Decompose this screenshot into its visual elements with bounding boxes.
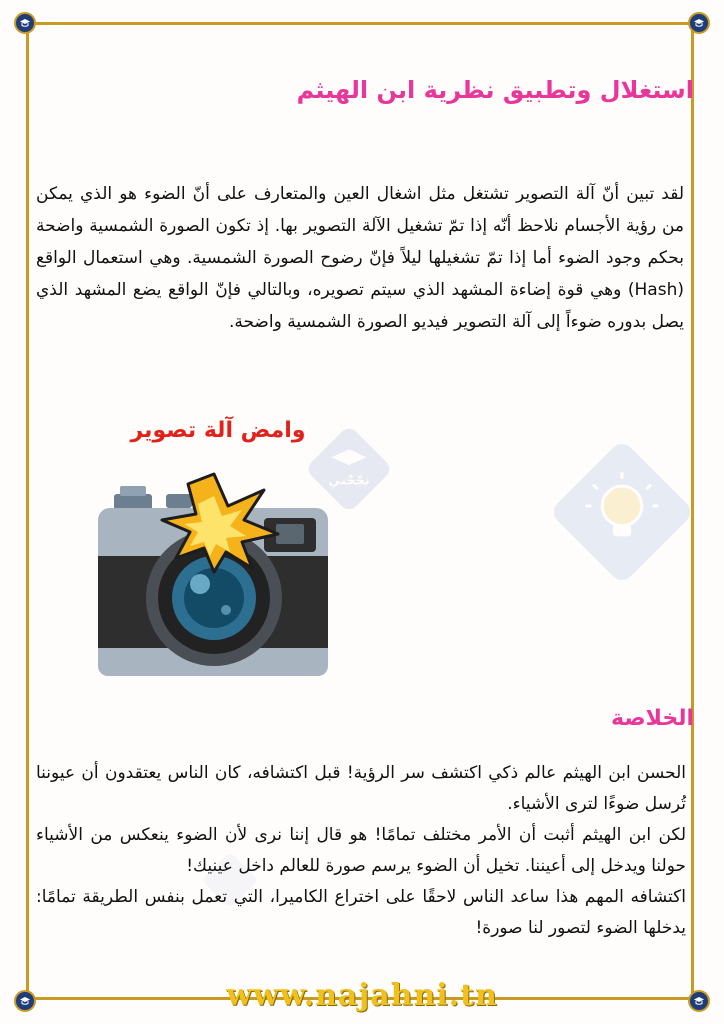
summary-section [36, 758, 686, 944]
camera-flash-icon [96, 460, 332, 680]
summary-title: الخلاصة [611, 706, 694, 731]
footer-website[interactable]: www.najahni.tn [226, 978, 498, 1013]
summary-line-3: اكتشافه المهم هذا ساعد الناس لاحقًا على اختراع الكاميرا، التي تعمل بنفس الطريقة تمامًا: يدخلها الضوء لتصور لنا صورة! [36, 887, 686, 938]
corner-logo-top-left [14, 12, 36, 34]
graduation-cap-icon [19, 17, 31, 29]
intro-paragraph: لقد تبين أنّ آلة التصوير تشتغل مثل اشغال العين والمتعارف على أنّ الضوء هو الذي يمكن من رؤية الأجسام نلاحظ أنّه إذا تمّ تشغيل الآلة التصوير بها. إذ تكون الصورة الشمسية واضحة بحكم وجود الضوء أما إذا تمّ تشغيلها ليلاً فإنّ رضوح الصورة الشمسية. وهي استعمال الواقع (Hash) وهي قوة إضاءة المشهد الذي سيتم تصويره، وبالتالي فإنّ الواقع يضع المشهد الذي يصل بدوره ضوءاً إلى آلة التصوير فيديو الصورة الشمسية واضحة. [36, 184, 684, 332]
page-title: استغلال وتطبيق نظرية ابن الهيثم [296, 76, 694, 104]
summary-line-1: الحسن ابن الهيثم عالم ذكي اكتشف سر الرؤية! قبل اكتشافه، كان الناس يعتقدون أن عيوننا تُرسل ضوءًا لترى الأشياء. [36, 763, 686, 814]
corner-logo-top-right [688, 12, 710, 34]
camera-flash-caption: وامض آلة تصوير [130, 418, 306, 443]
watermark-text: نجّحْني [328, 473, 370, 489]
summary-line-2: لكن ابن الهيثم أثبت أن الأمر مختلف تمامًا! هو قال إننا نرى لأن الضوء ينعكس من الأشياء حولنا ويدخل إلى أعيننا. تخيل أن الضوء يرسم صورة للعالم داخل عينيك! [36, 825, 686, 876]
graduation-cap-icon [693, 17, 705, 29]
lightbulb-watermark [546, 436, 698, 588]
